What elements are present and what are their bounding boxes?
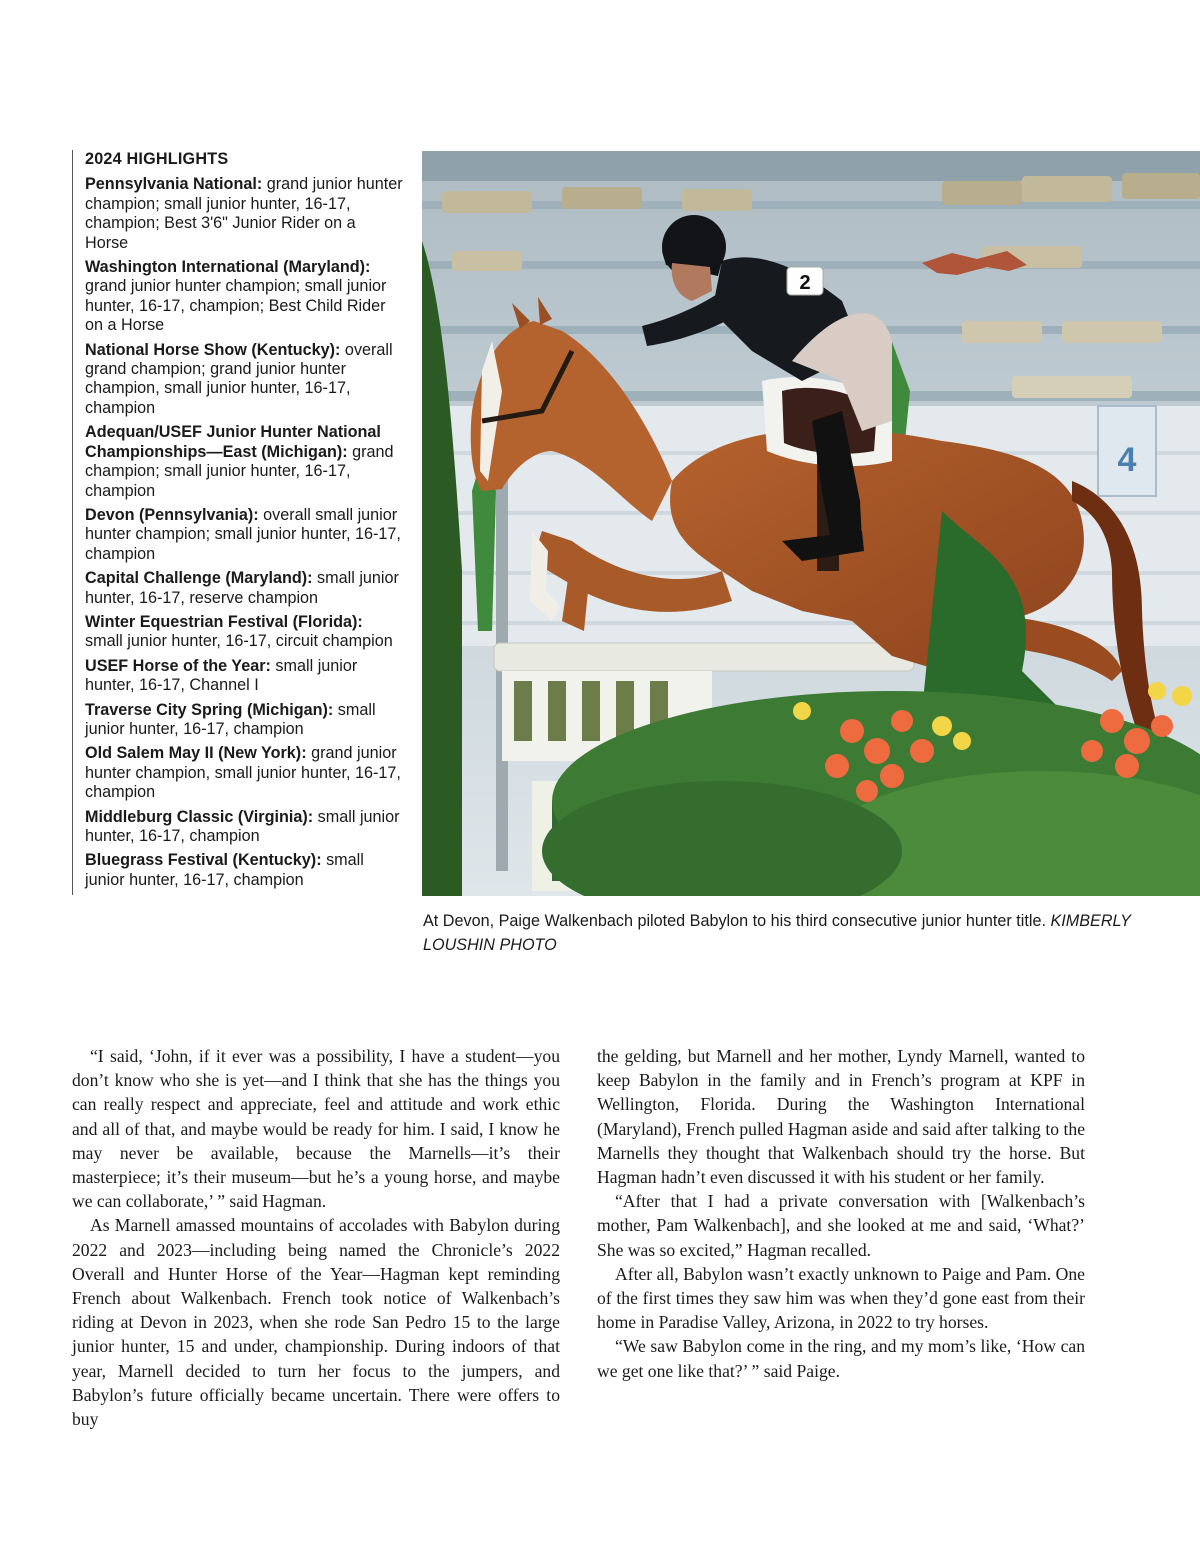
highlight-result: small junior hunter, 16-17, Channel I [85,656,358,695]
highlight-entry [85,569,403,608]
highlight-result: small junior hunter, 16-17, champion [85,807,400,845]
highlight-result: grand junior hunter champion; small junior hunter, 16-17, champion; Best 3'6" Junior Rider on a Horse [85,175,403,252]
article-paragraph: “We saw Babylon come in the ring, and my mom’s like, ‘How can we get one like that?’ ” said Paige. [597,1336,1085,1381]
highlight-result: small junior hunter, 16-17, reserve champion [85,569,399,607]
highlight-result: overall grand champion; grand junior hunter champion, small junior hunter, 16-17, champion [85,340,393,417]
highlight-entry [85,808,403,847]
highlight-result: grand junior hunter champion, small junior hunter, 16-17, champion [85,744,401,802]
highlight-result: grand junior hunter champion; small junior hunter, 16-17, champion; Best Child Rider on a Horse [85,277,387,335]
article-paragraph: “After that I had a private conversation with [Walkenbach’s mother, Pam Walkenbach], and she looked at me and said, ‘What?’ She was so excited,” Hagman recalled. [597,1191,1085,1260]
photo-credit: KIMBERLY LOUSHIN PHOTO [423,912,1131,954]
highlight-result: small junior hunter, 16-17, champion [85,851,364,889]
article-column-right [597,1044,1085,1383]
highlight-entry [85,657,403,696]
highlight-event: Bluegrass Festival (Kentucky): [85,851,322,870]
highlight-entry [85,423,403,501]
highlight-entry [85,341,403,419]
highlight-event: Traverse City Spring (Michigan): [85,700,334,719]
highlight-event: Devon (Pennsylvania): [85,505,259,524]
highlight-event: Winter Equestrian Festival (Florida): [85,612,363,631]
highlight-entry [85,851,403,890]
article-paragraph: “I said, ‘John, if it ever was a possibility, I have a student—you don’t know who she is yet—and I think that she has the things you can really respect and appreciate, feel and attitude and work ethic and all of that, and maybe would be ready for him. I said, I know he may never be available, because the Marnells—it’s their masterpiece; it’s their museum—but he’s a young horse, and maybe we can collaborate,’ ” said Hagman. [72,1046,560,1212]
highlight-event: Washington International (Maryland): [85,258,371,277]
highlight-entry [85,175,403,253]
highlight-event: National Horse Show (Kentucky): [85,340,341,359]
photo-illustration [422,151,1200,896]
highlight-result: small junior hunter, 16-17, champion [85,700,376,738]
photo-caption [423,909,1143,957]
highlight-event: Pennsylvania National: [85,175,263,194]
highlight-event: Old Salem May II (New York): [85,744,307,763]
highlight-event: USEF Horse of the Year: [85,656,271,675]
highlights-title: 2024 HIGHLIGHTS [85,150,229,168]
highlight-result: grand champion; small junior hunter, 16-17, champion [85,442,394,500]
highlight-entry [85,258,403,336]
highlight-result: small junior hunter, 16-17, circuit champion [85,632,393,651]
highlight-entry [85,613,403,652]
article-paragraph: As Marnell amassed mountains of accolades with Babylon during 2022 and 2023—including being named the Chronicle’s 2022 Overall and Hunter Horse of the Year—Hagman kept reminding French about Walkenbach. French took notice of Walkenbach’s riding at Devon in 2023, when she rode San Pedro 15 to the large junior hunter, 15 and under, championship. During indoors of that year, Marnell decided to turn her focus to the jumpers, and Babylon’s future officially became uncertain. There were offers to buy [72,1215,560,1430]
highlights-sidebar [72,150,403,895]
highlight-event: Middleburg Classic (Virginia): [85,807,314,826]
competitor-bib-number: 2 [799,272,811,294]
highlight-event: Adequan/USEF Junior Hunter National Championships—East (Michigan): [85,423,381,461]
article-paragraph: After all, Babylon wasn’t exactly unknown to Paige and Pam. One of the first times they saw him was when they’d gone east from their home in Paradise Valley, Arizona, in 2022 to try horses. [597,1263,1085,1333]
horse-jumping-photo [422,151,1200,896]
caption-text: At Devon, Paige Walkenbach piloted Babylon to his third consecutive junior hunter title. [423,912,1051,930]
highlight-entry [85,744,403,802]
highlight-entry [85,506,403,564]
article-column-left [72,1044,560,1431]
highlight-entry [85,701,403,740]
highlight-result: overall small junior hunter champion; small junior hunter, 16-17, champion [85,505,401,563]
article-paragraph: the gelding, but Marnell and her mother, Lyndy Marnell, wanted to keep Babylon in the family and in French’s program at KPF in Wellington, Florida. During the Washington International (Maryland), French pulled Hagman aside and said after talking to the Marnells they thought that Walkenbach should try the horse. But Hagman hadn’t even discussed it with his student or her family. [597,1046,1085,1188]
arena-sign-number: 4 [1117,441,1137,479]
highlight-event: Capital Challenge (Maryland): [85,569,313,588]
